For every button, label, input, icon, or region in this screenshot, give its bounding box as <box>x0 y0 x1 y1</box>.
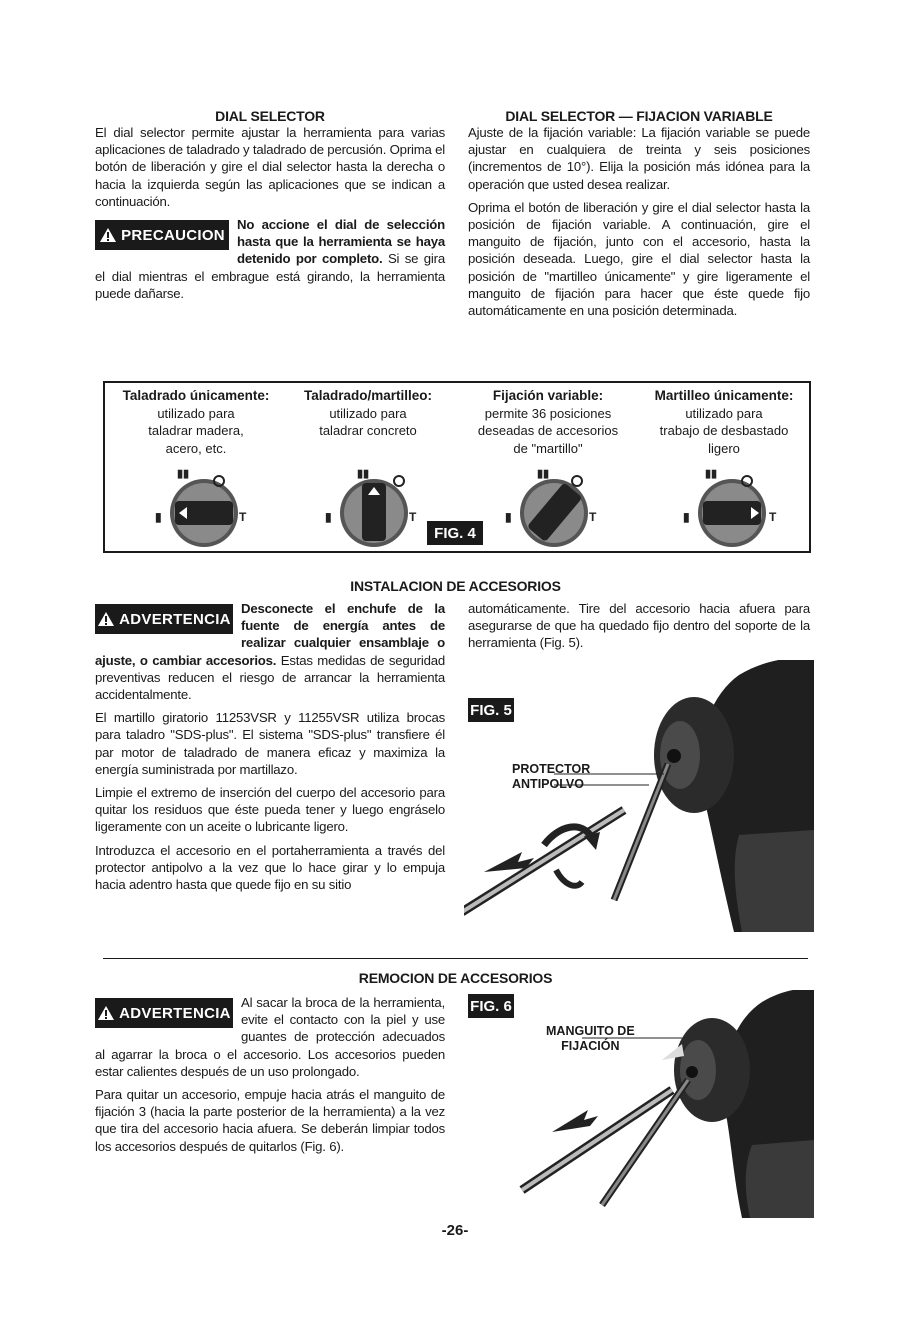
warning-triangle-icon <box>97 1005 115 1021</box>
page-number: -26- <box>441 1222 469 1239</box>
dial-variable-text1: Ajuste de la fijación variable: La fijación variable se puede ajustar en cualquiera de treinta y seis posiciones (incrementos de 10°). Elija la posición más idónea para la operación que usted desea realizar. <box>468 125 810 192</box>
mode-line: deseadas de accesorios <box>477 423 619 438</box>
fig5-callout <box>512 762 590 792</box>
mode-line: permite 36 posiciones <box>484 405 612 421</box>
instalacion-p2: Limpie el extremo de inserción del cuerpo del accesorio para quitar los residuos que éste pueda tener y luego engráselo ligeramente con un aceite o lubricante ligero. <box>95 785 445 835</box>
mode-line: taladrar concreto <box>319 423 417 438</box>
svg-text:▮: ▮ <box>683 510 690 524</box>
warning-badge: ADVERTENCIA <box>95 604 233 634</box>
mode-line: ligero <box>708 440 740 456</box>
remocion-heading: REMOCION DE ACCESORIOS <box>358 970 553 986</box>
mode-title: Taladrado/martilleo: <box>303 388 433 403</box>
caution-bold-text: No accione el dial de selección hasta que la herramienta se haya detenido por completo. <box>237 217 445 267</box>
instalacion-p4: automáticamente. Tire del accesorio hacia afuera para asegurarse de que ha quedado fijo dentro del soporte de la herramienta (Fig. 5). <box>468 601 810 651</box>
remocion-left-column <box>95 994 445 1161</box>
remocion-p1: Para quitar un accesorio, empuje hacia atrás el manguito de fijación 3 (hacia la parte posterior de la herramienta) a la vez que tira del accesorio hacia afuera. Se deberán limpiar todos los accesorios después de quitarlos (Fig. 6). <box>95 1087 445 1154</box>
warning-triangle-icon <box>97 611 115 627</box>
fig6-label: FIG. 6 <box>468 994 514 1018</box>
mode-line: utilizado para <box>157 405 235 421</box>
svg-text:▮▮: ▮▮ <box>357 468 370 480</box>
mode-title: Fijación variable: <box>492 388 604 403</box>
mode-line: taladrar madera, <box>148 423 244 438</box>
warning-text: Estas medidas de seguridad preventivas reducen el riesgo de arrancar la herramienta accidentalmente. <box>95 652 445 703</box>
remocion-warning-text: Al sacar la broca de la herramienta, evite el contacto con la piel y use guantes de protección adecuados al agarrar la broca o el accesorio. Los accesorios pueden estar calientes después de un uso prolongado. <box>95 995 445 1079</box>
mode-title: Martilleo únicamente: <box>654 388 794 403</box>
instalacion-right-column <box>468 600 810 658</box>
mode-line: utilizado para <box>329 405 407 421</box>
fig5-drill-illustration <box>464 660 814 932</box>
caution-block <box>95 216 445 302</box>
mode-line: utilizado para <box>685 405 763 421</box>
mode-variable <box>463 387 633 457</box>
callout-line: MANGUITO DE <box>546 1024 635 1038</box>
mode-line: trabajo de desbastado <box>659 423 789 438</box>
warning-triangle-icon <box>99 227 117 243</box>
caution-text: Si se gira el dial mientras el embrague está girando, la herramienta puede dañarse. <box>95 251 445 301</box>
mode-line: acero, etc. <box>165 440 227 456</box>
fig4-mode-box <box>103 381 811 553</box>
svg-text:▮: ▮ <box>505 510 512 524</box>
section-divider <box>103 958 808 959</box>
fig4-label: FIG. 4 <box>427 521 483 545</box>
instalacion-heading: INSTALACION DE ACCESORIOS <box>350 578 561 594</box>
svg-text:▮▮: ▮▮ <box>537 468 550 480</box>
svg-text:T: T <box>589 510 597 524</box>
svg-text:▮: ▮ <box>325 510 332 524</box>
svg-text:▮▮: ▮▮ <box>705 468 718 480</box>
svg-text:T: T <box>769 510 777 524</box>
instalacion-p3: Introduzca el accesorio en el portaherramienta a través del protector antipolvo a la vez que lo hace girar y lo empuja hacia adentro hasta que quede fijo en su sitio <box>95 842 445 893</box>
dial-selector-heading: DIAL SELECTOR <box>215 108 325 124</box>
mode-drill-only <box>111 387 281 457</box>
fig5-label: FIG. 5 <box>468 698 514 722</box>
remocion-warning <box>95 994 445 1080</box>
mode-title: Taladrado únicamente: <box>122 388 270 403</box>
callout-line: PROTECTOR <box>512 762 591 776</box>
svg-text:T: T <box>239 510 247 524</box>
dial-variable-heading: DIAL SELECTOR — FIJACION VARIABLE <box>505 108 773 124</box>
dial-selector-section <box>95 108 445 302</box>
fig6-callout <box>546 1024 635 1054</box>
mode-hammer-only <box>639 387 809 457</box>
svg-text:▮: ▮ <box>155 510 162 524</box>
dial-selector-text: El dial selector permite ajustar la herramienta para varias aplicaciones de taladrado y taladrado de percusión. Oprima el botón de liberación y gire el dial selector hasta la derecha o hacia la izquierda según las aplicaciones que se indican a continuación. <box>95 125 445 209</box>
instalacion-left-column <box>95 600 445 899</box>
svg-text:▮▮: ▮▮ <box>177 468 190 480</box>
dial-variable-text2: Oprima el botón de liberación y gire el dial selector hasta la posición de fijación variable. A continuación, gire el manguito de fijación, junto con el accesorio, hasta la posición deseada. Luego, gire el dial selector hasta la posición de "martilleo únicamente" y gire ligeramente el manguito de fijación para hacer que éste quede fijo automáticamente en una posición determinada. <box>468 199 810 319</box>
instalacion-warning <box>95 600 445 703</box>
caution-badge: PRECAUCION <box>95 220 229 250</box>
mode-drill-hammer <box>283 387 453 440</box>
svg-text:T: T <box>409 510 417 524</box>
instalacion-p1: El martillo giratorio 11253VSR y 11255VSR utiliza brocas para taladro "SDS-plus". El sistema "SDS-plus" transfiere él par motor de taladrado de manera eficaz y maximiza la energía suministrada por martillazo. <box>95 710 445 777</box>
callout-line: ANTIPOLVO <box>512 777 584 791</box>
dial-drill-hammer-icon <box>319 465 429 549</box>
callout-line: FIJACIÓN <box>561 1039 620 1053</box>
mode-line: de "martillo" <box>513 440 583 456</box>
dial-hammer-only-icon <box>677 465 787 549</box>
warning-badge: ADVERTENCIA <box>95 998 233 1028</box>
dial-variable-icon <box>499 465 609 549</box>
dial-variable-section <box>468 108 810 325</box>
warning-bold-text: Desconecte el enchufe de la fuente de energía antes de realizar cualquier ensamblaje o ajuste, o cambiar accesorios. <box>95 601 445 668</box>
dial-drill-only-icon <box>149 465 259 549</box>
